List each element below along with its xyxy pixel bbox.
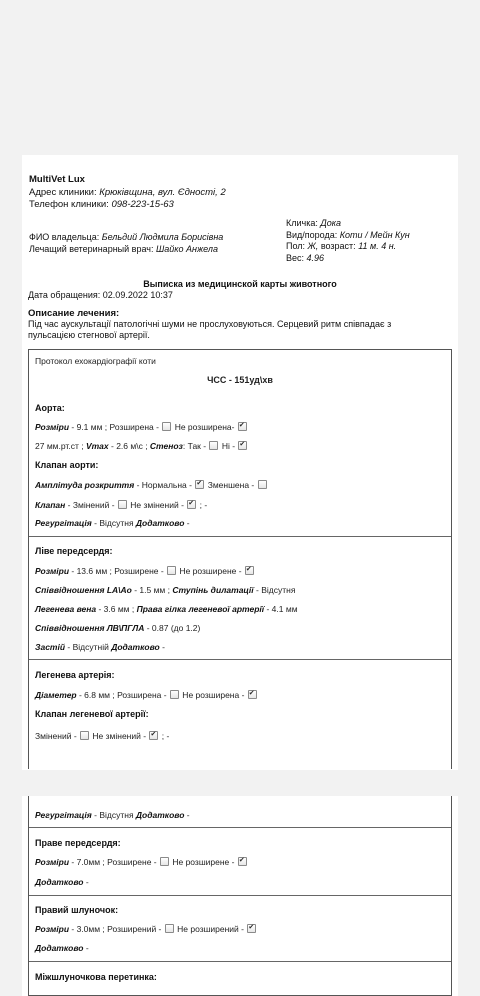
rv-size-row: Розміри - 3.0мм ; Розширений - Не розширений - ✔ <box>35 924 257 934</box>
lv-ratio-row: Співвідношення ЛВ\ПГЛА - 0.87 (до 1.2) <box>35 623 201 633</box>
owner-info <box>29 232 223 255</box>
la-ratio-row: Співвідношення LA\Ao - 1.5 мм ; Ступінь дилатації - Відсутня <box>35 585 296 595</box>
pa-regurgitation-row: Регургітація - Відсутня Додатково - <box>35 810 190 820</box>
echo-protocol-continued <box>28 796 452 996</box>
pet-breed: Вид/порода: Коти / Мейн Кун <box>286 229 410 240</box>
la-dilated-checkbox[interactable] <box>167 566 176 575</box>
owner-name: ФИО владельца: Бельдий Людмила Борисівна <box>29 232 224 242</box>
section-divider <box>29 536 451 537</box>
clinic-name: MultiVet Lux <box>29 174 85 185</box>
treatment-heading: Описание лечения: <box>28 308 120 319</box>
aortic-valve-heading: Клапан аорти: <box>35 460 99 470</box>
pulmonary-vein-row: Легенева вена - 3.6 мм ; Права гілка легеневої артерії - 4.1 мм <box>35 604 298 614</box>
aorta-heading: Аорта: <box>35 403 65 413</box>
stenosis-yes-checkbox[interactable] <box>209 441 218 450</box>
pet-name: Кличка: Дока <box>286 218 341 228</box>
section-divider <box>29 895 451 896</box>
rv-dilated-checkbox[interactable] <box>165 924 174 933</box>
aorta-size-row: Розміри - 9.1 мм ; Розширена - Не розширена- ✔ <box>35 422 248 432</box>
vet-name: Лечащий ветеринарный врач: Шайко Анжела <box>29 243 218 254</box>
document-page-2 <box>22 796 458 996</box>
pa-valve-heading: Клапан легеневої артерії: <box>35 709 149 719</box>
echo-protocol <box>28 349 452 769</box>
aortic-amplitude-row: Амплітуда розкриття - Нормальна - ✔ Зменшена - <box>35 480 268 490</box>
amplitude-normal-checkbox[interactable] <box>195 480 204 489</box>
pet-weight: Вес: 4.96 <box>286 252 325 263</box>
clinic-info <box>29 174 226 212</box>
ra-not-dilated-checkbox[interactable] <box>238 857 247 866</box>
right-atrium-heading: Праве передсердя: <box>35 838 121 848</box>
pa-valve-row: Змінений - Не змінений - ✔ ; - <box>35 731 169 741</box>
right-ventricle-heading: Правий шлуночок: <box>35 905 119 915</box>
aorta-not-dilated-checkbox[interactable] <box>238 422 247 431</box>
pa-valve-changed-checkbox[interactable] <box>80 731 89 740</box>
pa-not-dilated-checkbox[interactable] <box>248 690 257 699</box>
pa-diameter-row: Діаметер - 6.8 мм ; Розширена - Не розширена - ✔ <box>35 690 258 700</box>
section-divider <box>29 961 451 962</box>
pa-dilated-checkbox[interactable] <box>170 690 179 699</box>
rv-not-dilated-checkbox[interactable] <box>247 924 256 933</box>
document-page-1 <box>22 155 458 770</box>
ivs-heading: Міжшлуночкова перетинка: <box>35 972 157 982</box>
aorta-dilated-checkbox[interactable] <box>162 422 171 431</box>
valve-changed-checkbox[interactable] <box>118 500 127 509</box>
heart-rate: ЧСС - 151уд\хв <box>207 375 273 385</box>
left-atrium-heading: Ліве передсердя: <box>35 546 113 556</box>
document-title: Выписка из медицинской карты животного <box>143 279 337 289</box>
aortic-regurgitation-row: Регургітація - Відсутня Додатково - <box>35 518 190 528</box>
ra-dilated-checkbox[interactable] <box>160 857 169 866</box>
treatment-description <box>28 308 438 341</box>
pulmonary-artery-heading: Легенева артерія: <box>35 670 115 680</box>
la-not-dilated-checkbox[interactable] <box>245 566 254 575</box>
clinic-address: Адрес клиники: Крюківщина, вул. Єдності, 2 <box>29 186 226 198</box>
amplitude-reduced-checkbox[interactable] <box>258 480 267 489</box>
clinic-phone: Телефон клиники: 098-223-15-63 <box>29 199 174 210</box>
section-divider <box>29 827 451 828</box>
section-divider <box>29 659 451 660</box>
pa-valve-unchanged-checkbox[interactable] <box>149 731 158 740</box>
aorta-flow-row: 27 мм.рт.ст ; Vmax - 2.6 м\с ; Стеноз: Так - Ні - ✔ <box>35 441 248 451</box>
stenosis-no-checkbox[interactable] <box>238 441 247 450</box>
ra-extra-row: Додатково - <box>35 877 89 887</box>
pet-sex-age: Пол: Ж, возраст: 11 м. 4 н. <box>286 241 397 251</box>
pet-info <box>286 218 410 264</box>
valve-unchanged-checkbox[interactable] <box>187 500 196 509</box>
ra-size-row: Розміри - 7.0мм ; Розширене - Не розширене - ✔ <box>35 857 248 867</box>
stasis-row: Застій - Відсутній Додатково - <box>35 642 165 652</box>
treatment-text: Під час аускультації патологічні шуми не прослуховуються. Серцевий ритм співпадає з пульсацією стегнової артерії. <box>28 319 392 340</box>
la-size-row: Розміри - 13.6 мм ; Розширене - Не розширене - ✔ <box>35 566 255 576</box>
aortic-valve-row: Клапан - Змінений - Не змінений - ✔ ; - <box>35 500 207 510</box>
rv-extra-row: Додатково - <box>35 943 89 953</box>
protocol-title: Протокол ехокардіографії коти <box>35 356 156 366</box>
visit-date: Дата обращения: 02.09.2022 10:37 <box>28 290 173 300</box>
